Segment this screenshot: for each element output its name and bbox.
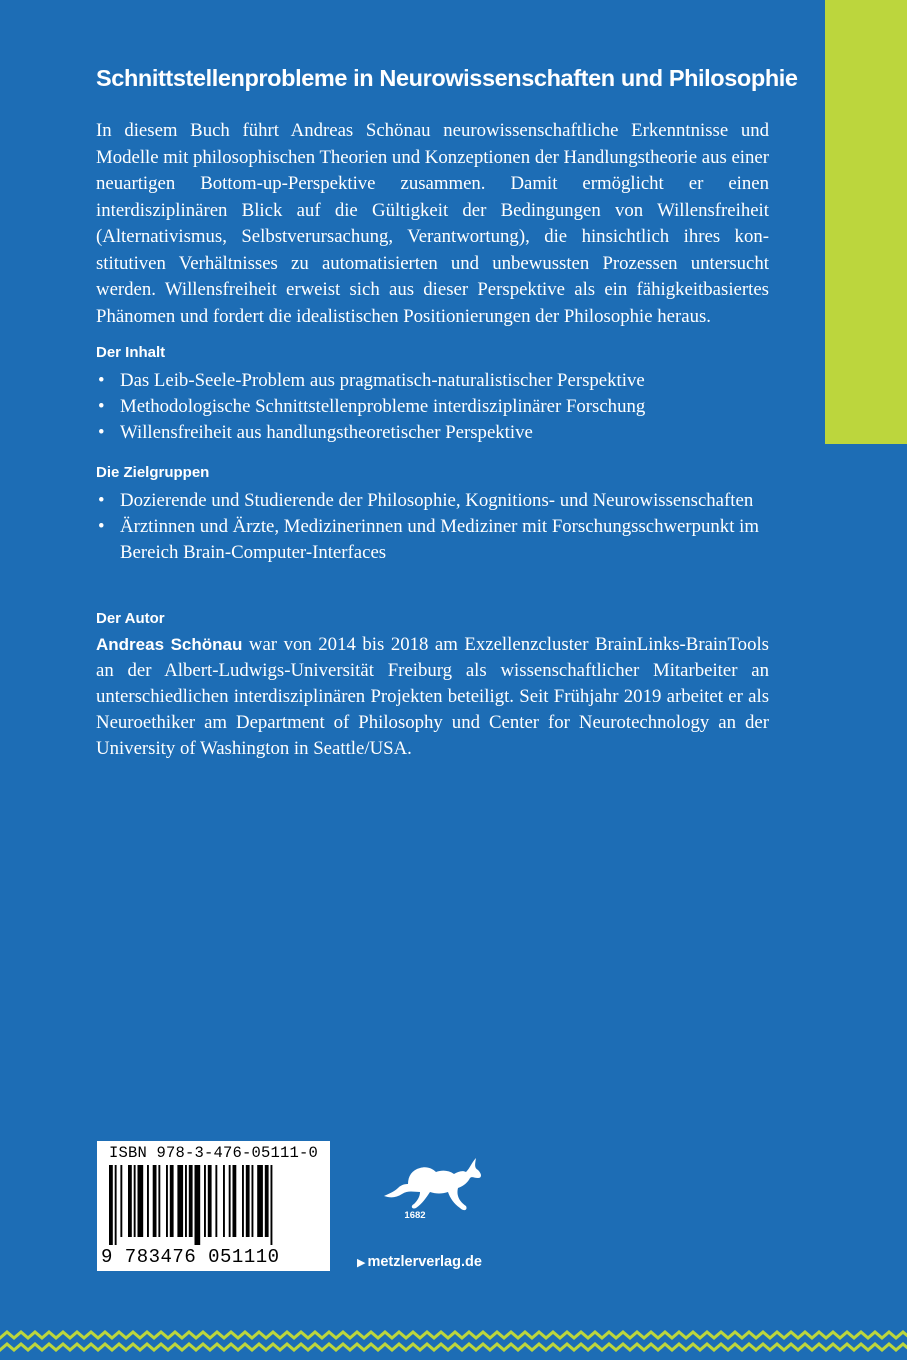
list-item: • Das Leib-Seele-Problem aus pragmatisch-naturalistischer Perspektive [98, 370, 645, 391]
arrow-right-icon: ▶ [357, 1257, 366, 1269]
barcode-icon [97, 1165, 330, 1245]
isbn-barcode [97, 1141, 330, 1271]
contents-heading: Der Inhalt [96, 344, 166, 361]
logo-year: 1682 [404, 1210, 426, 1221]
blurb-text: In diesem Buch führt Andreas Schönau neurowissenschaftliche Erkenntnisse und Modelle mit philosophischen Theorien und Konzeptionen der Handlungstheorie aus einer neuartigen Bottom-up-Perspektive zusammen. Damit ermöglicht er einen interdisziplinären Blick auf die Gültigkeit der Bedingungen von Willensfreiheit (Alternativismus, Selbstverursachung, Verantwortung), die hinsichtlich ihres konstitutiven Verhältnisses zu automatisierten und unbewussten Prozessen untersucht werden. Willensfreiheit erweist sich aus dieser Perspektive als ein fähigkeitbasiertes Phänomen und fordert die idealistischen Positionierungen der Philosophie heraus. [96, 120, 770, 327]
list-item: • Methodologische Schnittstellenprobleme interdisziplinärer Forschung [98, 396, 646, 417]
author-bio: Andreas Schönau war von 2014 bis 2018 am Exzellenzcluster BrainLinks-BrainTools an der Albert-Ludwigs-Universität Freiburg als wissenschaftlicher Mitarbeiter an unterschiedlichen interdisziplinären Projekten beteiligt. Seit Frühjahr 2019 arbeitet er als Neuroethiker am Department of Philosophy und Center for Neurotechnology an der University of Washington in Seattle/USA. [96, 634, 769, 759]
list-item: • Willensfreiheit aus handlungstheoretischer Perspektive [98, 422, 533, 443]
audience-heading: Die Zielgruppen [96, 464, 210, 481]
audience-list [96, 488, 776, 566]
isbn-label: ISBN 978-3-476-05111-0 [108, 1144, 319, 1162]
contents-list [96, 368, 776, 446]
bottom-border [0, 1330, 907, 1360]
book-subtitle: Schnittstellenprobleme in Neurowissenschaften und Philosophie [96, 65, 798, 91]
list-item: • Ärztinnen und Ärzte, Medizinerinnen und Mediziner mit Forschungsschwerpunkt im Bereich Brain-Computer-Interfaces [98, 516, 759, 563]
accent-bar [825, 0, 907, 444]
publisher-link[interactable]: ▶ metzlerverlag.de [357, 1254, 482, 1270]
list-item: • Dozierende und Studierende der Philosophie, Kognitions- und Neurowissenschaften [98, 490, 754, 511]
author-name: Andreas Schönau [96, 635, 243, 654]
author-heading: Der Autor [96, 610, 165, 627]
barcode-digits: 9 783476 051110 [101, 1246, 280, 1268]
